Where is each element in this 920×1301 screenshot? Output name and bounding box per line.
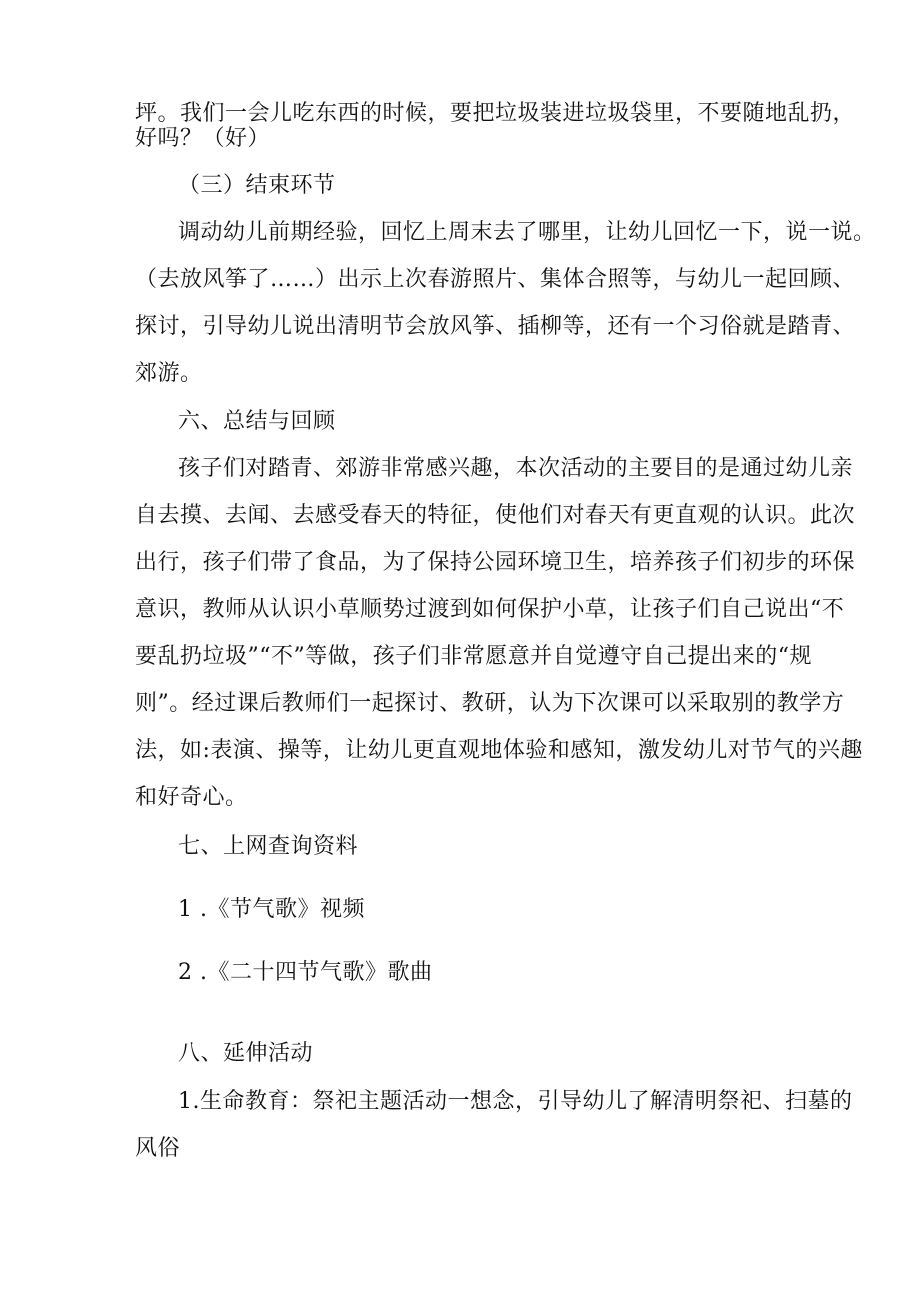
paragraph-line: 郊游。 (135, 361, 203, 386)
list-item: 1 .《节气歌》视频 (178, 897, 365, 922)
paragraph-line: 调动幼儿前期经验，回忆上周末去了哪里，让幼儿回忆一下，说一说。 (178, 220, 876, 245)
paragraph-line: 风俗 (135, 1136, 181, 1161)
paragraph-line: 孩子们对踏青、郊游非常感兴趣，本次活动的主要目的是通过幼儿亲 (178, 456, 854, 481)
paragraph-line: 好吗？（好） (135, 126, 271, 151)
paragraph-line: 自去摸、去闻、去感受春天的特征，使他们对春天有更直观的认识。此次 (135, 503, 856, 528)
paragraph-line: 和好奇心。 (135, 785, 248, 810)
paragraph-line: 意识，教师从认识小草顺势过渡到如何保护小草，让孩子们自己说出“不 (135, 597, 845, 622)
paragraph-line: 法，如:表演、操等，让幼儿更直观地体验和感知，激发幼儿对节气的兴趣 (135, 738, 863, 763)
paragraph-line: 出行，孩子们带了食品，为了保持公园环境卫生，培养孩子们初步的环保 (135, 550, 856, 575)
paragraph-line: 则”。经过课后教师们一起探讨、教研，认为下次课可以采取别的教学方 (135, 691, 845, 716)
paragraph-line: （去放风筝了……）出示上次春游照片、集体合照等，与幼儿一起回顾、 (135, 267, 856, 292)
section-heading: 七、上网查询资料 (178, 834, 359, 859)
paragraph-line: 探讨，引导幼儿说出清明节会放风筝、插柳等，还有一个习俗就是踏青、 (135, 314, 856, 339)
paragraph-line: 1.生命教育：祭祀主题活动一想念，引导幼儿了解清明祭祀、扫墓的 (178, 1089, 853, 1114)
section-heading: 六、总结与回顾 (178, 409, 336, 434)
section-heading: （三）结束环节 (178, 173, 336, 198)
paragraph-line: 要乱扔垃圾”“不”等做，孩子们非常愿意并自觉遵守自己提出来的“规 (135, 644, 812, 669)
list-item: 2 .《二十四节气歌》歌曲 (178, 960, 433, 985)
paragraph-line: 坪。我们一会儿吃东西的时候，要把垃圾装进垃圾袋里，不要随地乱扔， (135, 101, 856, 126)
section-heading: 八、延伸活动 (178, 1041, 314, 1066)
